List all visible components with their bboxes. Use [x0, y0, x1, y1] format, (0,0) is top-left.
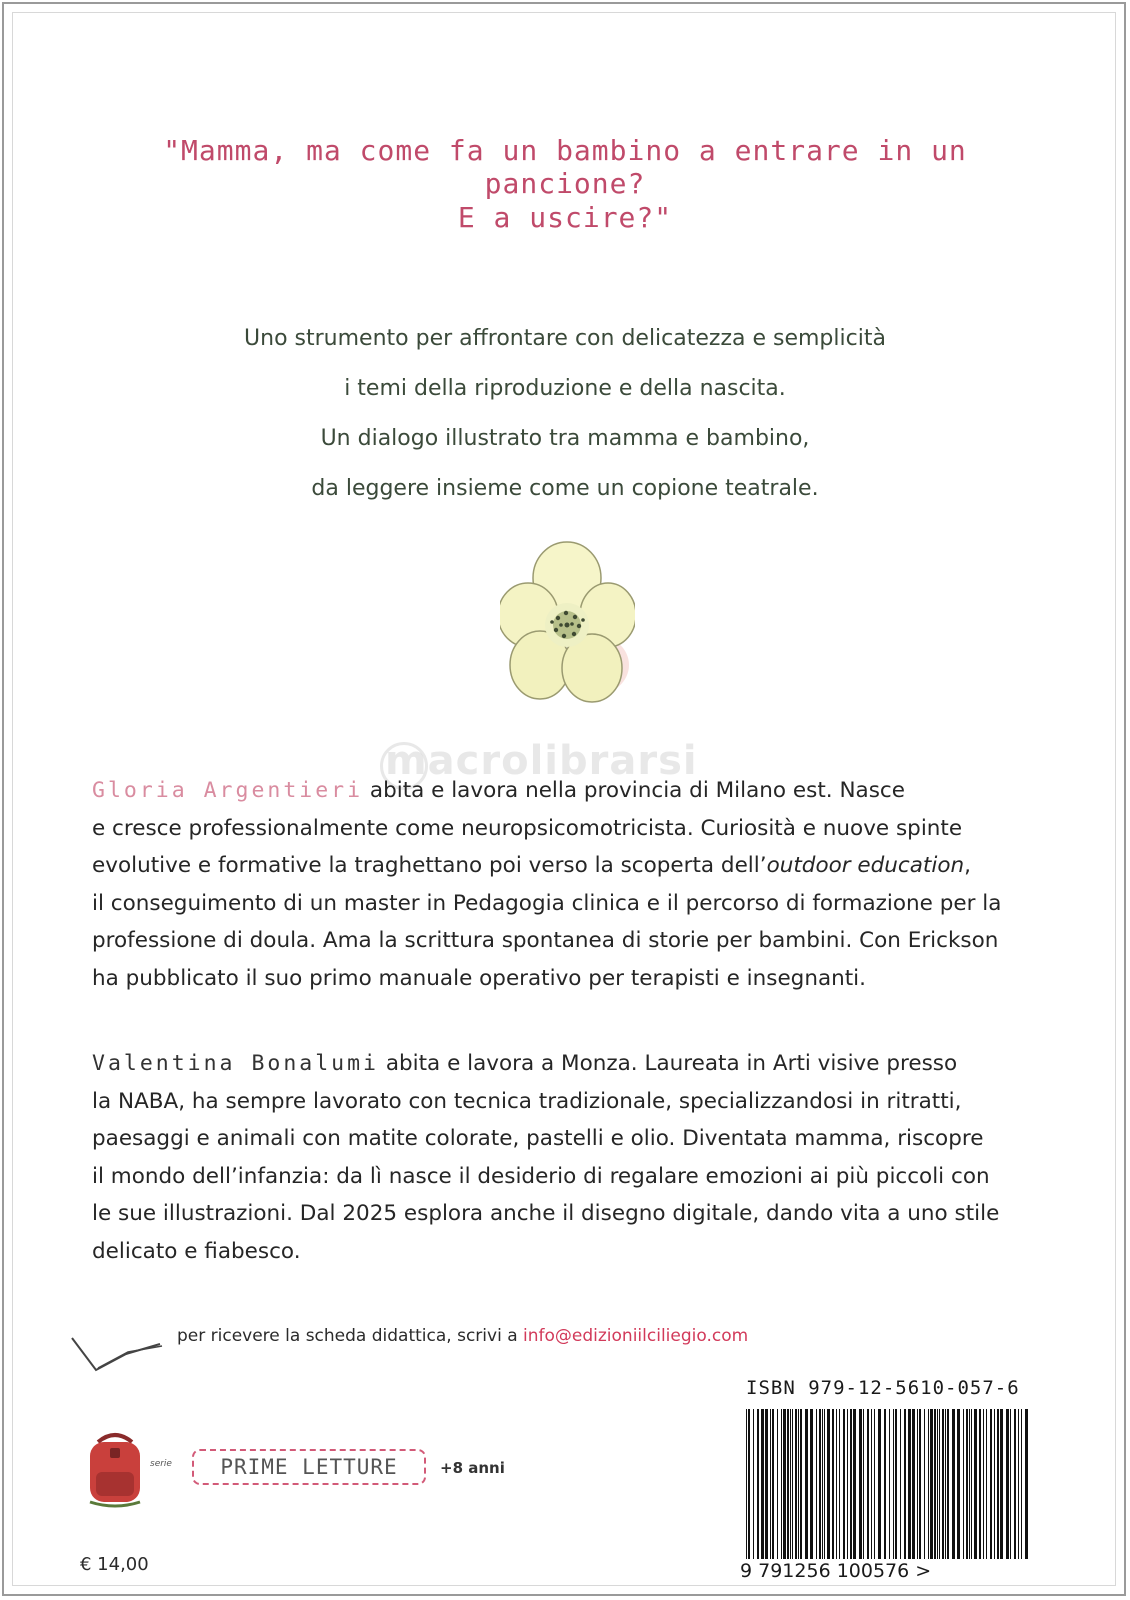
barcode-bar	[884, 1409, 886, 1559]
barcode-bar	[983, 1409, 984, 1559]
bio-line: il conseguimento di un master in Pedagogia clinica e il percorso di formazione per la	[92, 890, 1002, 916]
barcode-bar	[781, 1409, 782, 1559]
bio-line: evolutive e formative la traghettano poi verso la scoperta dell’outdoor education,	[92, 853, 971, 878]
backpack-icon	[80, 1428, 150, 1508]
bio-line: Valentina Bonalumi abita e lavora a Monza. Laureata in Arti visive presso	[92, 1051, 958, 1076]
didactic-sheet-note: per ricevere la scheda didattica, scrivi a info@edizioniilciliegio.com	[177, 1326, 749, 1346]
bio-line: professione di doula. Ama la scrittura spontanea di storie per bambini. Con Erickson	[92, 928, 999, 953]
barcode-bar	[1025, 1409, 1028, 1559]
barcode-bar	[919, 1409, 921, 1559]
barcode-bar	[832, 1409, 834, 1559]
barcode-bar	[924, 1409, 925, 1559]
barcode-bar	[800, 1409, 802, 1559]
watermark-text: macrolibrarsi	[385, 738, 698, 784]
barcode-bar	[795, 1409, 797, 1559]
barcode-bar	[798, 1409, 799, 1559]
barcode-bar	[765, 1409, 768, 1559]
barcode-bar	[783, 1409, 786, 1559]
barcode-bar	[822, 1409, 823, 1559]
bio-line: Gloria Argentieri abita e lavora nella provincia di Milano est. Nasce	[92, 778, 905, 803]
bio-line: la NABA, ha sempre lavorato con tecnica tradizionale, specializzandosi in ritratti,	[92, 1088, 962, 1114]
barcode-bar	[853, 1409, 856, 1559]
barcode-bar	[810, 1409, 813, 1559]
barcode-bar	[850, 1409, 852, 1559]
barcode-digits: 9 791256 100576 >	[740, 1560, 932, 1582]
barcode-bar	[893, 1409, 894, 1559]
barcode-bar	[777, 1409, 778, 1559]
barcode-bar	[790, 1409, 791, 1559]
barcode-bar	[937, 1409, 938, 1559]
author-bio-valentina	[92, 1045, 1052, 1270]
barcode-bar	[824, 1409, 825, 1559]
bio-line: il mondo dell’infanzia: da lì nasce il desiderio di regalare emozioni ai più piccoli con	[92, 1163, 990, 1189]
barcode-bar	[878, 1409, 881, 1559]
barcode-bar	[947, 1409, 949, 1559]
barcode-bar	[843, 1409, 845, 1559]
barcode-bar	[934, 1409, 936, 1559]
barcode-bar	[979, 1409, 981, 1559]
barcode-bar	[930, 1409, 933, 1559]
barcode-bar	[859, 1409, 862, 1559]
barcode-bar	[974, 1409, 977, 1559]
barcode-bar	[753, 1409, 754, 1559]
barcode-bar	[942, 1409, 944, 1559]
barcode-bar	[928, 1409, 929, 1559]
quote-line-1: "Mamma, ma come fa un bambino a entrare in un pancione?	[163, 134, 967, 200]
barcode-bar	[748, 1409, 750, 1559]
author-name-valentina: Valentina Bonalumi	[92, 1051, 379, 1076]
barcode-bar	[746, 1409, 747, 1559]
open-book-icon	[68, 1332, 168, 1374]
quote-line-2: E a uscire?"	[457, 201, 673, 234]
barcode-bar	[904, 1409, 906, 1559]
barcode-bar	[787, 1409, 789, 1559]
barcode-bar	[1006, 1409, 1009, 1559]
barcode-bar	[863, 1409, 864, 1559]
barcode-bar	[969, 1409, 970, 1559]
bio-line: paesaggi e animali con matite colorate, pastelli e olio. Diventata mamma, riscopre	[92, 1126, 984, 1151]
blurb-line-1: Uno strumento per affrontare con delicatezza e semplicità	[244, 326, 886, 351]
barcode-bar	[847, 1409, 848, 1559]
bio-line: le sue illustrazioni. Dal 2025 esplora anche il disegno digitale, dando vita a uno stile	[92, 1201, 1000, 1226]
author-name-gloria: Gloria Argentieri	[92, 778, 364, 803]
barcode-bar	[816, 1409, 817, 1559]
barcode-bar	[997, 1409, 999, 1559]
barcode-bar	[819, 1409, 821, 1559]
barcode-bar	[994, 1409, 995, 1559]
barcode-bar	[827, 1409, 830, 1559]
barcode-bar	[836, 1409, 837, 1559]
barcode-bar	[867, 1409, 869, 1559]
contact-email-link[interactable]: info@edizioniilciliegio.com	[523, 1326, 749, 1346]
barcode-bar	[805, 1409, 808, 1559]
barcode-bar	[945, 1409, 946, 1559]
barcode-bar	[772, 1409, 774, 1559]
blurb-line-3: Un dialogo illustrato tra mamma e bambino,	[320, 426, 810, 451]
barcode-bar	[990, 1409, 992, 1559]
barcode-bar	[889, 1409, 890, 1559]
barcode-bar	[874, 1409, 875, 1559]
barcode-bar	[1014, 1409, 1016, 1559]
barcode-bar	[1010, 1409, 1011, 1559]
isbn-label: ISBN 979-12-5610-057-6	[746, 1377, 1020, 1399]
barcode-bar	[1018, 1409, 1019, 1559]
bio-line: e cresce professionalmente come neuropsicomotricista. Curiosità e nuove spinte	[92, 815, 963, 841]
barcode-bar	[986, 1409, 987, 1559]
author-bio-gloria	[92, 772, 1052, 997]
barcode-bar	[912, 1409, 915, 1559]
isbn-barcode	[744, 1409, 1034, 1559]
barcode-bar	[966, 1409, 968, 1559]
barcode-bar	[839, 1409, 840, 1559]
bio-line: delicato e fiabesco.	[92, 1238, 301, 1264]
barcode-bar	[757, 1409, 759, 1559]
blurb-line-2: i temi della riproduzione e della nascita.	[344, 376, 786, 401]
barcode-bar	[900, 1409, 901, 1559]
age-range: +8 anni	[440, 1459, 505, 1477]
series-name-badge: PRIME LETTURE	[192, 1449, 426, 1485]
barcode-bar	[871, 1409, 872, 1559]
price: € 14,00	[80, 1554, 149, 1575]
barcode-bar	[761, 1409, 764, 1559]
barcode-bar	[917, 1409, 918, 1559]
bio-line: ha pubblicato il suo primo manuale operativo per terapisti e insegnanti.	[92, 965, 866, 991]
barcode-bar	[895, 1409, 897, 1559]
barcode-bar	[908, 1409, 911, 1559]
barcode-bar	[971, 1409, 972, 1559]
barcode-bar	[963, 1409, 964, 1559]
barcode-bar	[770, 1409, 771, 1559]
barcode-bar	[1000, 1409, 1003, 1559]
barcode-bar	[952, 1409, 955, 1559]
blurb-line-4: da leggere insieme come un copione teatrale.	[311, 476, 819, 501]
barcode-bar	[957, 1409, 960, 1559]
flower-illustration	[500, 540, 635, 715]
barcode-bar	[939, 1409, 940, 1559]
series-prefix: serie	[150, 1459, 172, 1469]
barcode-bar	[792, 1409, 793, 1559]
barcode-bar	[1021, 1409, 1022, 1559]
